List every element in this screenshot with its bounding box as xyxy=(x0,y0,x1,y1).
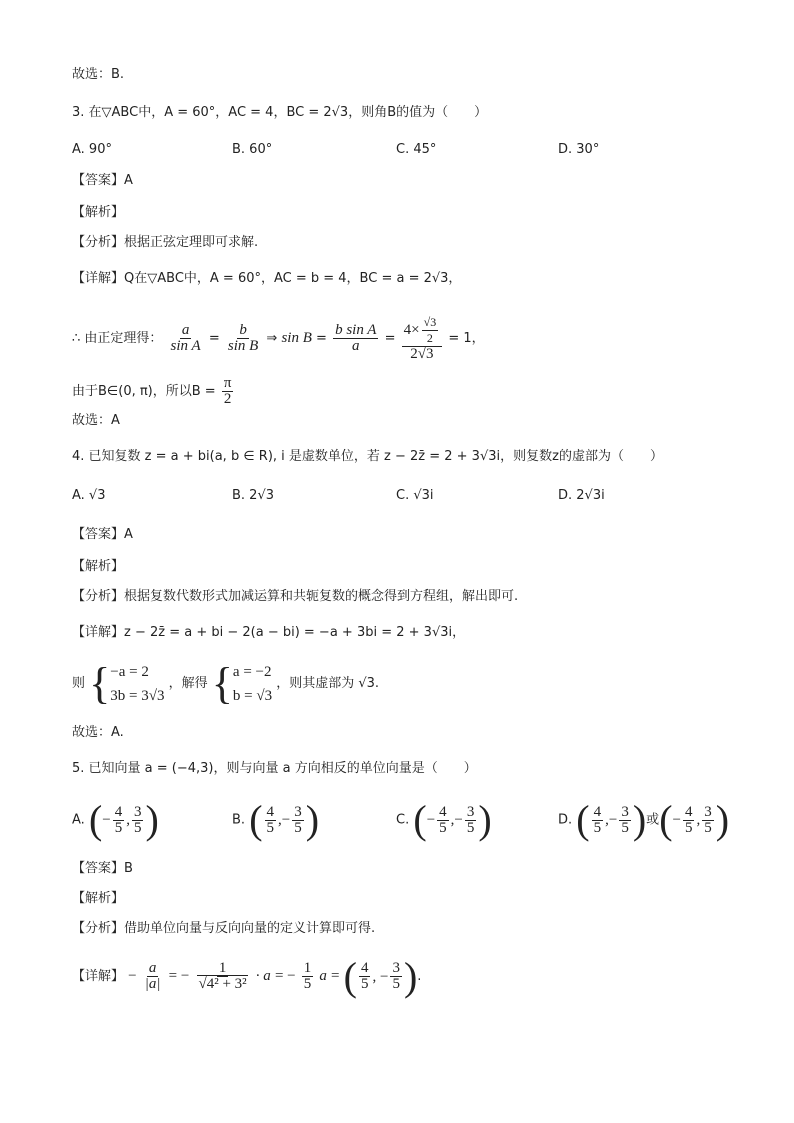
sys2-row-2: b = √3 xyxy=(232,687,273,704)
q3-answer: 【答案】A xyxy=(72,173,133,188)
q5-option-c: C. ( − $\frac{4}{5}$ ,− $\frac{3}{5}$ ) xyxy=(396,797,492,842)
q5-option-a-label: A. xyxy=(72,812,85,828)
q3-option-c: C. 45° xyxy=(396,142,437,157)
q5-analysis-title: 【解析】 xyxy=(72,891,125,906)
q5-option-b: B. ( $\frac{4}{5}$ ,− $\frac{3}{5}$ ) xyxy=(232,797,320,842)
q5-detail: 【详解】 − $\frac{a}{|a|}$ = − $\frac{1}{\text{√4² + 3²}}$ · a = − $\frac{1}{5}$ a = ( $\frac{4}{5}$ , − $\frac{3}{5}$ ) . xyxy=(72,948,421,1004)
sys2-row-1: a = −2 xyxy=(232,663,272,680)
q3-choose: 故选：A xyxy=(72,413,120,428)
q5-answer: 【答案】B xyxy=(72,861,133,876)
sine-b-fraction: $\frac{\text{b sin A}}{a}$ xyxy=(335,322,377,354)
q3-detail-3 xyxy=(72,374,235,410)
q5-option-d-label: D. xyxy=(558,812,573,828)
equation-system-1: { −a = 2 3b = 3√3 xyxy=(89,658,165,708)
q3-option-b: B. 60° xyxy=(232,142,273,157)
q5-option-c-label: C. xyxy=(396,812,410,828)
q5-option-d-or: 或 xyxy=(646,812,660,828)
q5-option-b-label: B. xyxy=(232,812,246,828)
sys1-row-2: 3b = 3√3 xyxy=(110,687,165,704)
q4-option-a: A. √3 xyxy=(72,488,106,503)
q3-option-a: A. 90° xyxy=(72,142,112,157)
q4-stem: 4. 已知复数 z = a + bi(a, b ∈ R), i 是虚数单位，若 z − 2z̄ = 2 + 3√3i，则复数z的虚部为（ ） xyxy=(72,449,663,464)
one-fifth-fraction: $\frac{1}{5}$ xyxy=(303,960,312,992)
q5-option-d: D. ( $\frac{4}{5}$ ,− $\frac{3}{5}$ ) 或 ( − $\frac{4}{5}$ , $\frac{3}{5}$ ) xyxy=(558,797,730,842)
angle-b-fraction xyxy=(222,376,234,407)
q4-detail-2 xyxy=(72,658,379,710)
q5-detail-prefix: 【详解】 xyxy=(72,969,125,984)
q3-detail-2: ∴ 由正定理得： $\frac{a}{\text{sin A}}$ = $\frac{b}{\text{sin B}}$ ⇒ sin B = $\frac{\text{b sin A}}{a}$ = 4× $\frac{√3}{2}$ 2√3 = 1， xyxy=(72,315,485,362)
q3-detail-2-prefix: ∴ 由正定理得： xyxy=(72,331,163,346)
angle-b-num: π xyxy=(223,375,232,391)
q5-detail-tail: . xyxy=(417,969,422,984)
unit-vector-fraction: $\frac{a}{|a|}$ xyxy=(144,960,161,992)
q3-analysis: 【分析】根据正弦定理即可求解. xyxy=(72,235,259,250)
q4-option-c: C. √3i xyxy=(396,488,434,503)
sys1-row-1: −a = 2 xyxy=(110,663,149,680)
sine-rule-fraction-b: $\frac{b}{\text{sin B}}$ xyxy=(227,322,259,354)
equation-system-2: { a = −2 b = √3 xyxy=(211,658,273,708)
magnitude-fraction: $\frac{1}{\text{√4² + 3²}}$ xyxy=(198,960,247,992)
q3-detail-3-text: 由于B∈(0, π)，所以B = xyxy=(72,384,216,399)
q3-detail-2-suffix: = 1， xyxy=(448,331,485,346)
q4-option-d: D. 2√3i xyxy=(558,488,605,503)
q4-analysis-title: 【解析】 xyxy=(72,559,125,574)
q5-option-a: A. ( − $\frac{4}{5}$ , $\frac{3}{5}$ ) xyxy=(72,797,159,842)
q4-analysis: 【分析】根据复数代数形式加减运算和共轭复数的概念得到方程组，解出即可. xyxy=(72,589,519,604)
angle-b-den: 2 xyxy=(223,391,232,407)
q4-detail-2-mid: ，解得 xyxy=(168,676,208,691)
q5-result-vector: ( $\frac{4}{5}$ , − $\frac{3}{5}$ ) xyxy=(343,953,418,999)
q3-detail-1: 【详解】Q在▽ABC中，A = 60°，AC = b = 4，BC = a = 2√3， xyxy=(72,271,462,286)
q5-detail-eq: = − xyxy=(168,968,190,984)
sine-rule-fraction: $\frac{a}{\text{sin A}}$ xyxy=(170,322,201,354)
q4-option-b: B. 2√3 xyxy=(232,488,275,503)
q4-detail-2-post: ，则其虚部为 √3. xyxy=(276,676,380,691)
q3-stem: 3. 在▽ABC中，A = 60°，AC = 4，BC = 2√3，则角B的值为（ ） xyxy=(72,105,488,120)
q5-analysis: 【分析】借助单位向量与反向向量的定义计算即可得. xyxy=(72,921,376,936)
q5-stem: 5. 已知向量 a = (−4,3)，则与向量 a 方向相反的单位向量是（ ） xyxy=(72,761,477,776)
q4-detail-2-pre: 则 xyxy=(72,676,86,691)
q2-choose: 故选：B. xyxy=(72,67,125,82)
q3-analysis-title: 【解析】 xyxy=(72,205,125,220)
q4-detail-1: 【详解】z − 2z̄ = a + bi − 2(a − bi) = −a + 3bi = 2 + 3√3i， xyxy=(72,625,466,640)
sine-b-value-fraction: 4× $\frac{√3}{2}$ 2√3 xyxy=(402,315,443,362)
q4-choose: 故选：A. xyxy=(72,725,124,740)
q4-answer: 【答案】A xyxy=(72,527,133,542)
q3-option-d: D. 30° xyxy=(558,142,600,157)
